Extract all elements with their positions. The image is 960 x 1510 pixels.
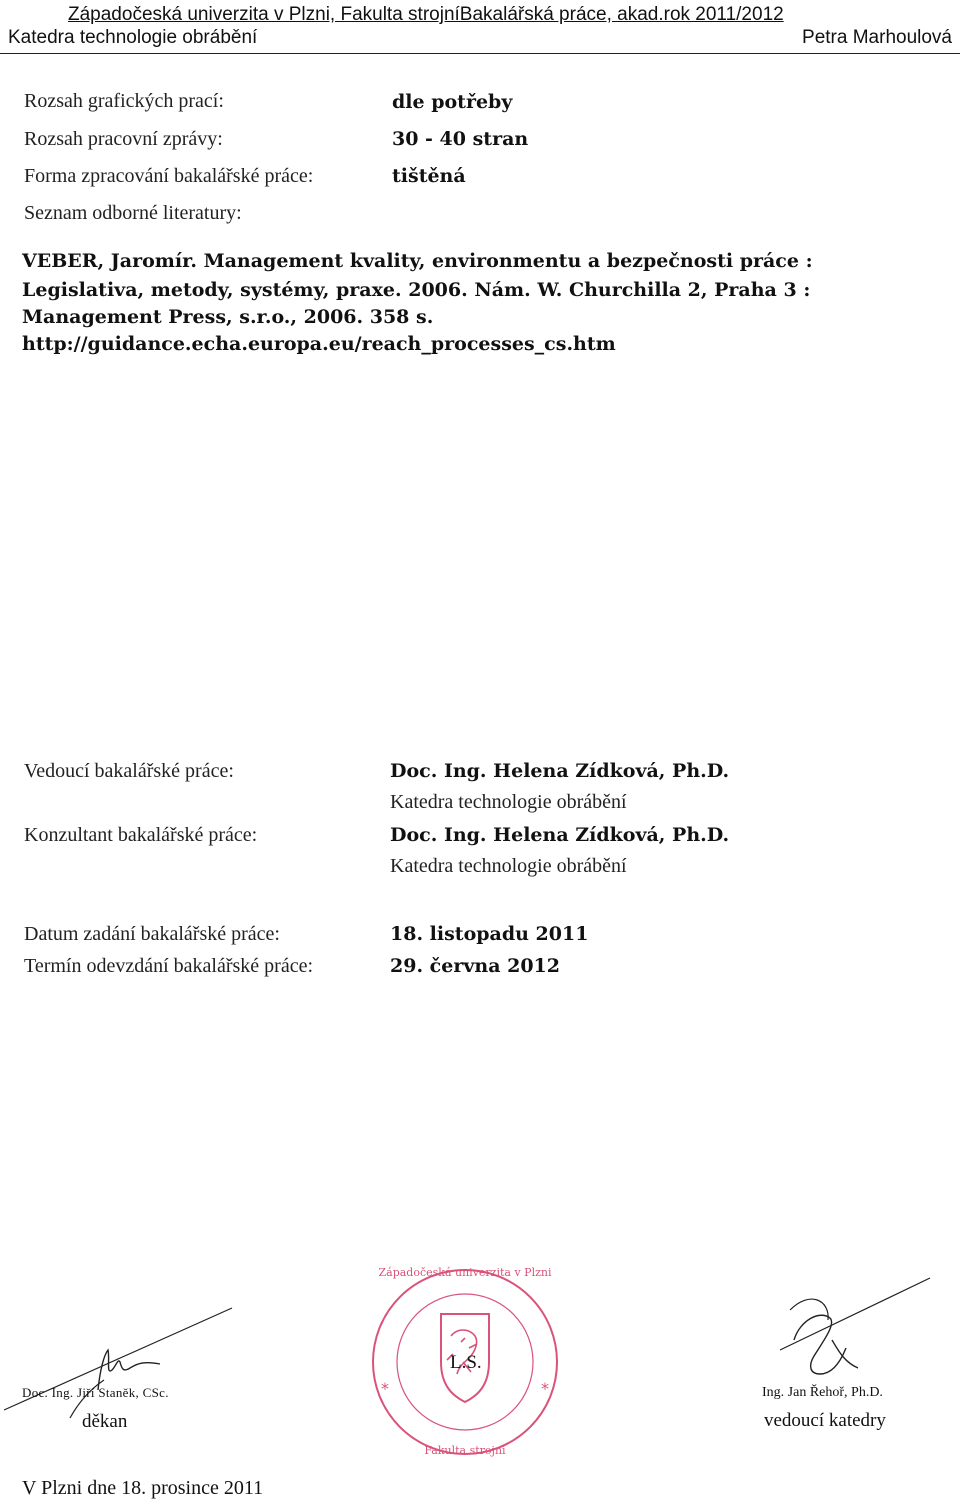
form-label: Forma zpracování bakalářské práce: — [24, 165, 314, 187]
header-divider — [0, 53, 960, 54]
due-date-value: 29. června 2012 — [390, 955, 560, 977]
svg-text:Fakulta strojní: Fakulta strojní — [424, 1444, 506, 1457]
form-value: tištěná — [392, 165, 466, 187]
head-name: Ing. Jan Řehoř, Ph.D. — [762, 1385, 883, 1400]
graphic-scope-value: dle potřeby — [392, 91, 513, 113]
consultant-name: Doc. Ing. Helena Zídková, Ph.D. — [390, 824, 730, 846]
head-signature — [770, 1270, 950, 1390]
header-university-line: Západočeská univerzita v Plzni, Fakulta strojníBakalářská práce, akad.rok 2011/2012 — [68, 4, 784, 25]
supervisor-department: Katedra technologie obrábění — [390, 791, 627, 813]
consultant-label: Konzultant bakalářské práce: — [24, 824, 258, 846]
literature-line-2: Legislativa, metody, systémy, praxe. 2006. Nám. W. Churchilla 2, Praha 3 : — [22, 279, 811, 301]
svg-text:*: * — [541, 1379, 549, 1398]
dean-title: děkan — [82, 1411, 128, 1432]
assigned-date-label: Datum zadání bakalářské práce: — [24, 923, 280, 945]
supervisor-name: Doc. Ing. Helena Zídková, Ph.D. — [390, 760, 730, 782]
assigned-date-value: 18. listopadu 2011 — [390, 923, 589, 945]
header-department: Katedra technologie obrábění — [8, 27, 258, 48]
literature-line-1: VEBER, Jaromír. Management kvality, environmentu a bezpečnosti práce : — [22, 250, 813, 272]
header-author: Petra Marhoulová — [802, 27, 952, 48]
due-date-label: Termín odevzdání bakalářské práce: — [24, 955, 314, 977]
graphic-scope-label: Rozsah grafických prací: — [24, 90, 224, 112]
report-scope-value: 30 - 40 stran — [392, 128, 529, 150]
svg-text:Západočeská univerzita v Plzni: Západočeská univerzita v Plzni — [378, 1266, 552, 1279]
literature-url: http://guidance.echa.europa.eu/reach_processes_cs.htm — [22, 333, 616, 355]
literature-label: Seznam odborné literatury: — [24, 202, 242, 224]
report-scope-label: Rozsah pracovní zprávy: — [24, 128, 223, 150]
supervisor-label: Vedoucí bakalářské práce: — [24, 760, 234, 782]
place-and-date: V Plzni dne 18. prosince 2011 — [22, 1477, 264, 1499]
stamp-ls-label: L.S. — [450, 1352, 482, 1373]
head-title: vedoucí katedry — [764, 1410, 886, 1431]
dean-name: Doc. Ing. Jiří Staněk, CSc. — [22, 1385, 169, 1400]
consultant-department: Katedra technologie obrábění — [390, 855, 627, 877]
literature-line-3: Management Press, s.r.o., 2006. 358 s. — [22, 306, 434, 328]
dean-signature — [0, 1300, 260, 1420]
svg-text:*: * — [381, 1379, 389, 1398]
